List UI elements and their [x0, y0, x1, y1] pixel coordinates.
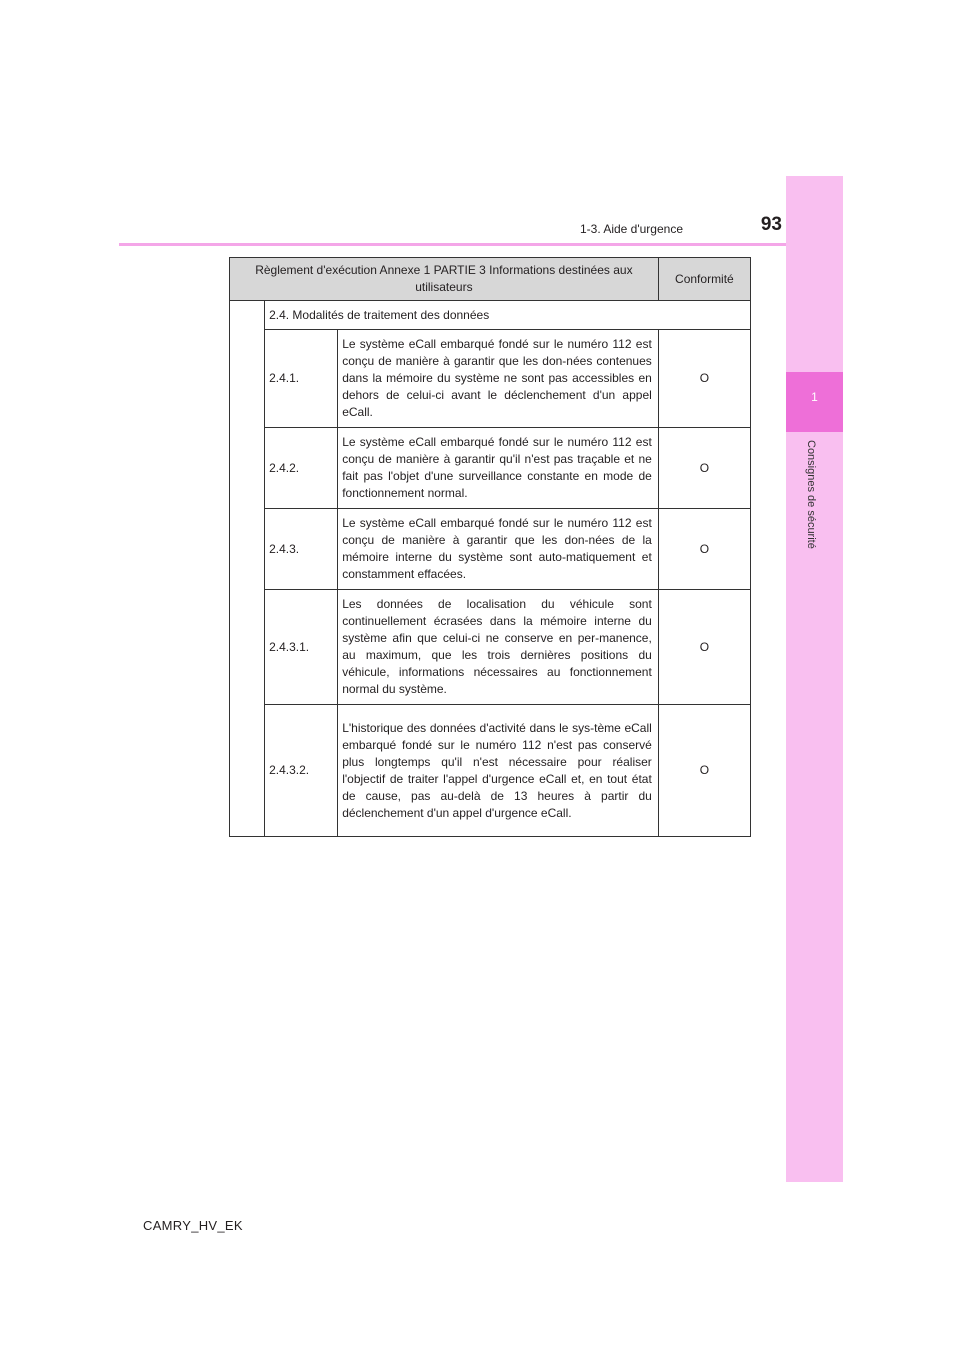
indent-cell — [230, 301, 265, 837]
header-regulation: Règlement d'exécution Annexe 1 PARTIE 3 Informations destinées aux utilisateurs — [230, 258, 659, 301]
chapter-label: Consignes de sécurité — [805, 440, 817, 549]
row-conformity: O — [658, 428, 750, 509]
row-conformity: O — [658, 705, 750, 837]
chapter-number: 1 — [811, 390, 818, 404]
row-number: 2.4.2. — [265, 428, 338, 509]
section-title: 1-3. Aide d'urgence — [579, 222, 683, 236]
section-heading: 2.4. Modalités de traitement des données — [265, 301, 751, 330]
regulation-table — [229, 257, 751, 837]
table-row — [230, 428, 751, 509]
table-header-row — [230, 258, 751, 301]
page-number: 93 — [760, 214, 782, 235]
row-conformity: O — [658, 590, 750, 705]
row-conformity: O — [658, 330, 750, 428]
table-row — [230, 590, 751, 705]
row-number: 2.4.3.2. — [265, 705, 338, 837]
row-text: Les données de localisation du véhicule sont continuellement écrasées dans la mémoire interne du système afin que celui-ci ne conserve en per-manence, au maximum, que les trois dernières positions du véhicule, informations nécessaires au fonctionnement normal du système. — [338, 590, 659, 705]
row-text: Le système eCall embarqué fondé sur le numéro 112 est conçu de manière à garantir que les don-nées contenues dans la mémoire du système ne sont pas accessibles en dehors de celui-ci avant le déclenchement d'un appel eCall. — [338, 330, 659, 428]
row-text: Le système eCall embarqué fondé sur le numéro 112 est conçu de manière à garantir que les don-nées de la mémoire interne du système sont auto-matiquement et constamment effacées. — [338, 509, 659, 590]
header-divider — [119, 243, 786, 246]
table-row — [230, 705, 751, 837]
section-heading-row — [230, 301, 751, 330]
table-row — [230, 509, 751, 590]
row-number: 2.4.3. — [265, 509, 338, 590]
table-row — [230, 330, 751, 428]
row-number: 2.4.1. — [265, 330, 338, 428]
row-conformity: O — [658, 509, 750, 590]
chapter-side-tab — [786, 176, 843, 1182]
row-number: 2.4.3.1. — [265, 590, 338, 705]
row-text: L'historique des données d'activité dans le sys-tème eCall embarqué fondé sur le numéro 112 n'est pas conservé plus longtemps qu'il n'est nécessaire pour réaliser l'objectif de traiter l'appel d'urgence eCall et, en tout état de cause, pas au-delà de 13 heures à partir du déclenchement d'un appel d'urgence eCall. — [338, 705, 659, 837]
header-conformity: Conformité — [658, 258, 750, 301]
model-code: CAMRY_HV_EK — [143, 1218, 243, 1233]
row-text: Le système eCall embarqué fondé sur le numéro 112 est conçu de manière à garantir qu'il n'est pas traçable et ne fait pas l'objet d'une surveillance constante en mode de fonctionnement normal. — [338, 428, 659, 509]
